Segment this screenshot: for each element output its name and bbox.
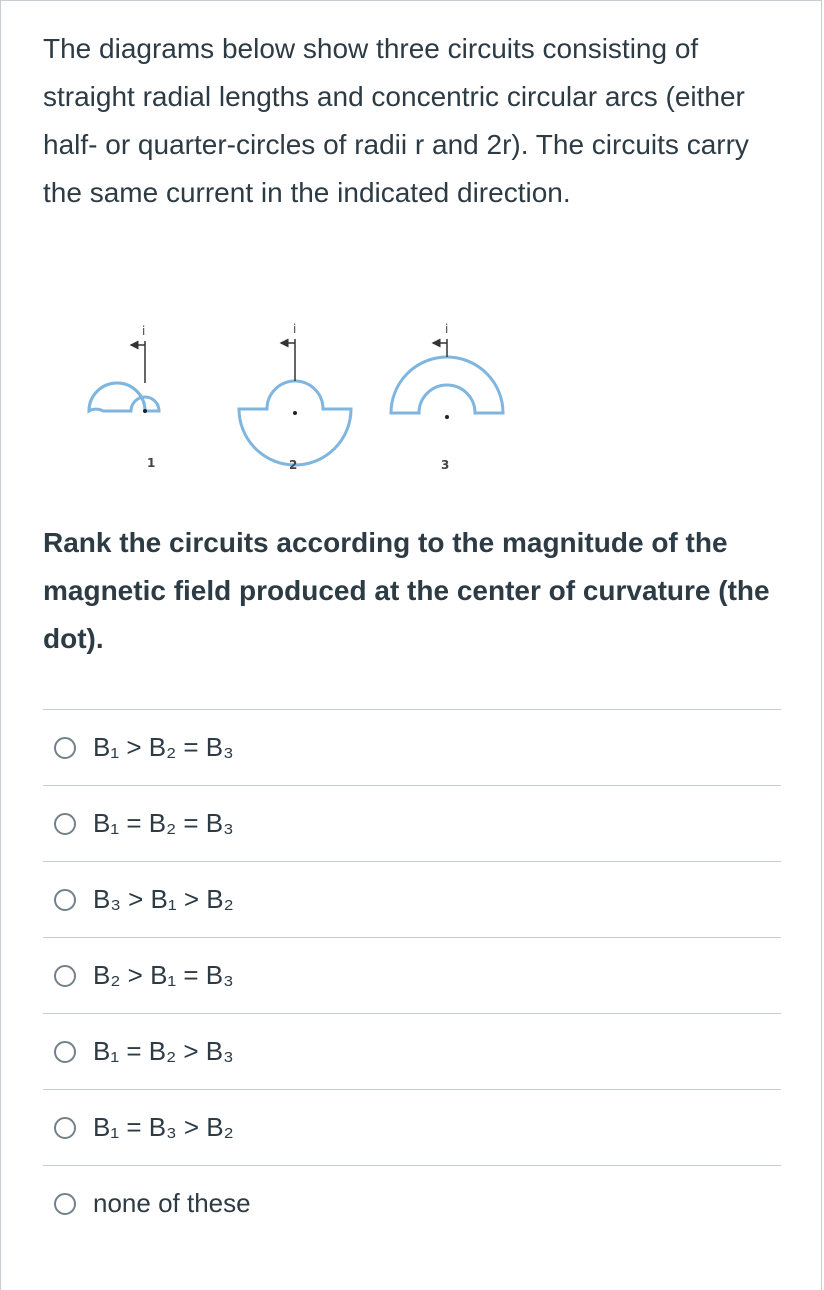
circuit-2-center-dot bbox=[293, 411, 297, 415]
radio-button[interactable] bbox=[54, 965, 76, 987]
answer-label: B₁ = B₂ = B₃ bbox=[93, 808, 234, 838]
circuit-3-wire bbox=[391, 357, 503, 413]
question-prompt: Rank the circuits according to the magnitude of the magnetic field produced at the center of curvature (the dot). bbox=[43, 527, 770, 654]
radio-button[interactable] bbox=[54, 889, 76, 911]
circuit-2 bbox=[239, 322, 351, 472]
circuit-3-number: 3 bbox=[441, 458, 450, 472]
answer-option[interactable] bbox=[43, 937, 781, 1013]
answer-label: B₁ > B₂ = B₃ bbox=[93, 732, 234, 762]
circuit-1-number: 1 bbox=[147, 456, 156, 470]
answer-label: none of these bbox=[93, 1188, 251, 1218]
circuit-1 bbox=[89, 324, 159, 470]
radio-button[interactable] bbox=[54, 1117, 76, 1139]
answer-option[interactable] bbox=[43, 709, 781, 785]
answer-label: B₃ > B₁ > B₂ bbox=[93, 884, 234, 914]
answer-option[interactable] bbox=[43, 861, 781, 937]
radio-button[interactable] bbox=[54, 1041, 76, 1063]
answer-option[interactable] bbox=[43, 1089, 781, 1165]
circuit-1-wire bbox=[89, 383, 159, 411]
radio-button[interactable] bbox=[54, 1193, 76, 1215]
circuit-2-wire bbox=[239, 381, 351, 465]
circuit-3-current-label: i bbox=[445, 322, 449, 336]
circuit-2-current-label: i bbox=[293, 322, 297, 336]
circuit-1-current-label: i bbox=[142, 324, 146, 338]
answer-option[interactable] bbox=[43, 785, 781, 861]
circuits-figure bbox=[71, 289, 541, 484]
radio-button[interactable] bbox=[54, 813, 76, 835]
circuit-3 bbox=[391, 322, 503, 472]
answer-option[interactable] bbox=[43, 1165, 781, 1241]
circuit-3-center-dot bbox=[445, 415, 449, 419]
question-text: The diagrams below show three circuits consisting of straight radial lengths and concentric circular arcs (either half- or quarter-circles of radii r and 2r). The circuits carry the same current in the indicated direction. bbox=[43, 33, 749, 208]
circuits-diagram bbox=[71, 289, 541, 484]
answer-label: B₁ = B₂ > B₃ bbox=[93, 1036, 234, 1066]
answer-option[interactable] bbox=[43, 1013, 781, 1089]
circuit-2-number: 2 bbox=[289, 458, 298, 472]
answer-list bbox=[43, 709, 781, 1241]
radio-button[interactable] bbox=[54, 737, 76, 759]
answer-label: B₂ > B₁ = B₃ bbox=[93, 960, 234, 990]
circuit-1-center-dot bbox=[143, 409, 147, 413]
answer-label: B₁ = B₃ > B₂ bbox=[93, 1112, 234, 1142]
